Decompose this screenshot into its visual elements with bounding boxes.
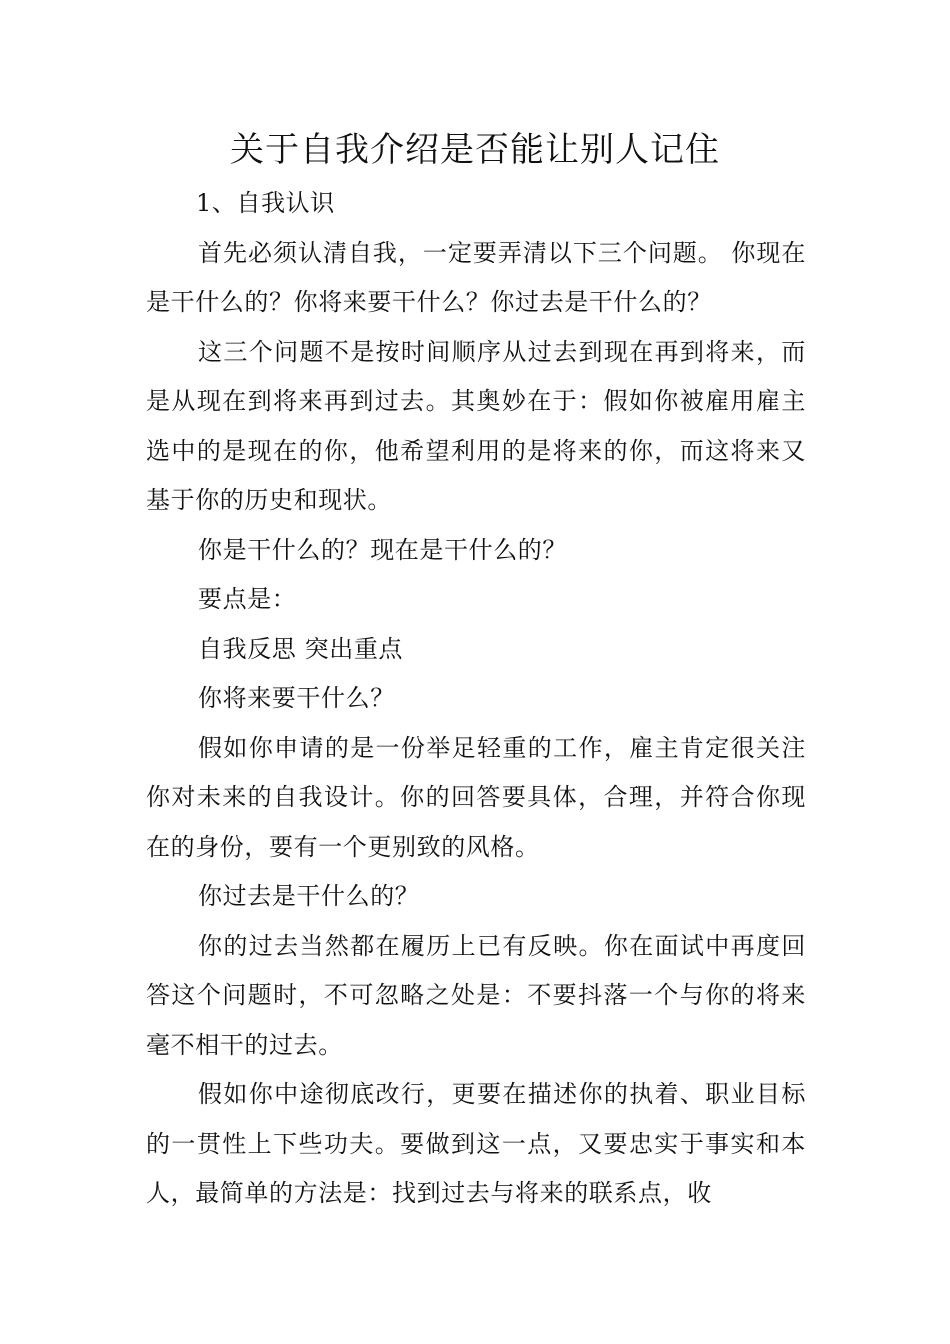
paragraph: 假如你中途彻底改行，更要在描述你的执着、职业目标的一贯性上下些功夫。要做到这一点，又要忠实于事实和本人，最简单的方法是：找到过去与将来的联系点，收 <box>146 1080 806 1207</box>
paragraph: 你的过去当然都在履历上已有反映。你在面试中再度回答这个问题时，不可忽略之处是：不要抖落一个与你的将来毫不相干的过去。 <box>146 931 806 1059</box>
paragraph: 你将来要干什么？ <box>198 684 395 712</box>
document-body <box>146 179 806 1219</box>
paragraph: 要点是： <box>198 585 297 613</box>
paragraph: 你是干什么的？现在是干什么的？ <box>198 535 567 564</box>
paragraph: 假如你申请的是一份举足轻重的工作，雇主肯定很关注你对未来的自我设计。你的回答要具体，合理，并符合你现在的身份，要有一个更别致的风格。 <box>146 733 806 861</box>
document-title: 关于自我介绍是否能让别人记住 <box>230 130 720 170</box>
section-heading: 1、自我认识 <box>196 189 335 217</box>
paragraph: 首先必须认清自我，一定要弄清以下三个问题。 你现在是干什么的？你将来要干什么？你过去是干什么的？ <box>146 238 806 316</box>
paragraph: 你过去是干什么的？ <box>198 882 420 910</box>
paragraph: 自我反思 突出重点 <box>198 634 404 663</box>
paragraph: 这三个问题不是按时间顺序从过去到现在再到将来，而是从现在到将来再到过去。其奥妙在于：假如你被雇用雇主选中的是现在的你，他希望利用的是将来的你，而这将来又基于你的历史和现状。 <box>146 337 806 514</box>
